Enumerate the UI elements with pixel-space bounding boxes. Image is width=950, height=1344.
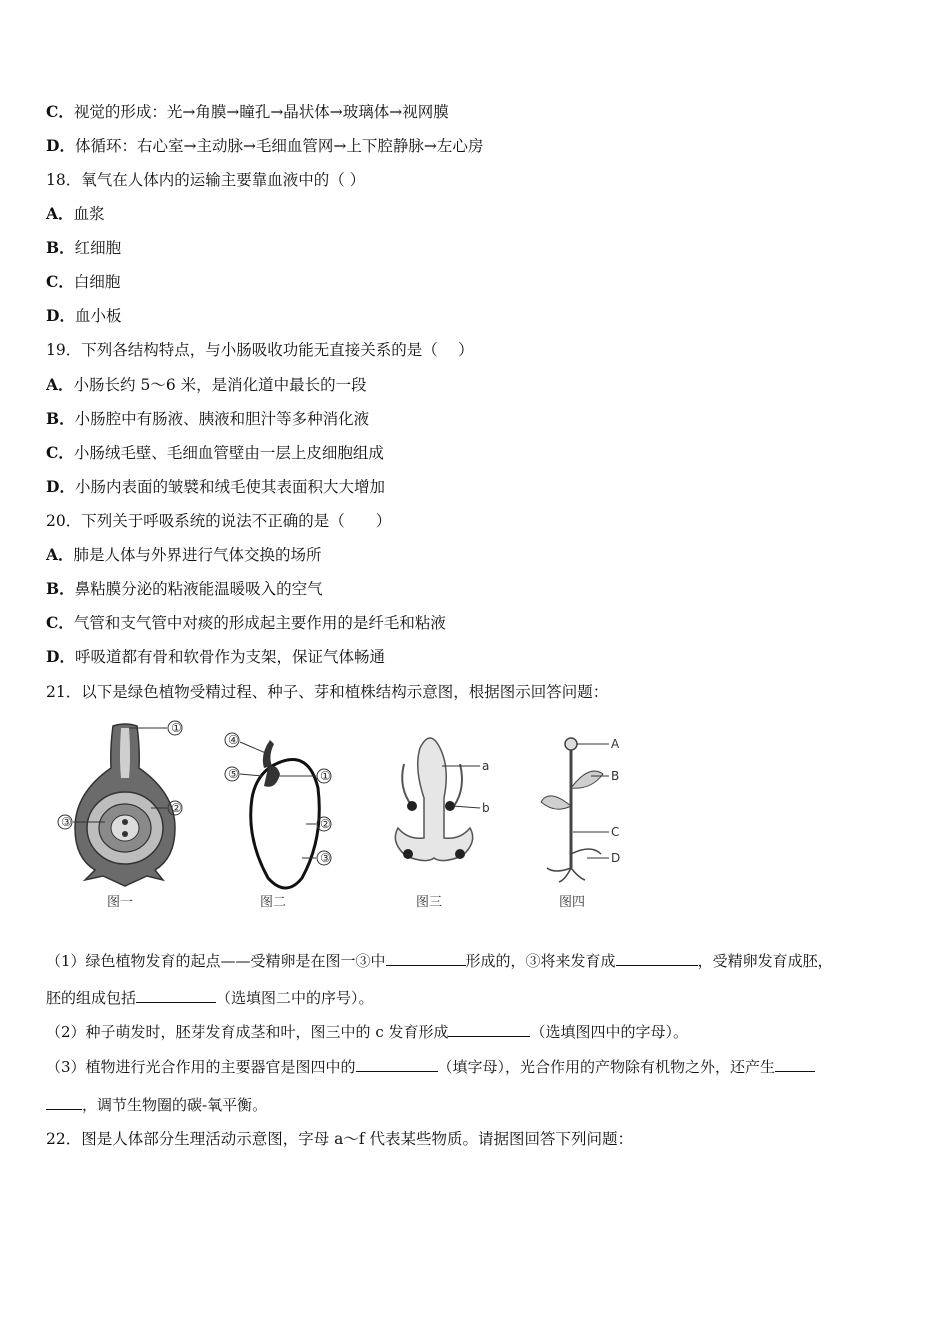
polar-nuclei (122, 831, 128, 837)
figure-mark: B (611, 769, 620, 783)
option-label: D． (46, 477, 75, 496)
text: （1）绿色植物发育的起点——受精卵是在图一③中 (46, 952, 386, 970)
leaf (571, 771, 603, 788)
figure-1-ovary (55, 718, 195, 918)
embryo-sac (111, 815, 139, 841)
option-label: C． (46, 443, 74, 462)
young-leaf (454, 764, 462, 806)
text: ，受精卵发育成胚， (697, 952, 833, 970)
terminal-bud (565, 738, 577, 750)
option-text: 红细胞 (74, 239, 122, 257)
text: （3）植物进行光合作用的主要器官是图四中的 (46, 1058, 356, 1076)
option-text: 血小板 (74, 307, 122, 325)
option-label: D． (46, 136, 75, 155)
q21-part-2 (46, 1022, 688, 1042)
q19-stem: 19．下列各结构特点，与小肠吸收功能无直接关系的是（ ） (46, 341, 474, 359)
q18-option-d (46, 306, 121, 326)
option-text: 视觉的形成：光→角膜→瞳孔→晶状体→玻璃体→视网膜 (73, 103, 449, 121)
answer-blank[interactable] (136, 988, 216, 1003)
option-text: 气管和支气管中对痰的形成起主要作用的是纤毛和粘液 (73, 614, 446, 632)
option-text: 呼吸道都有骨和软骨作为支架，保证气体畅通 (74, 648, 385, 666)
bud-primordium (403, 849, 413, 859)
answer-blank[interactable] (616, 951, 698, 966)
figure-mark: ② (320, 817, 331, 831)
q21-part-3-cont (46, 1095, 267, 1115)
option-label: B． (46, 409, 75, 428)
text: 胚的组成包括 (46, 989, 137, 1007)
option-label: C． (46, 613, 74, 632)
q18-option-b (46, 238, 121, 258)
text: ，调节生物圈的碳-氧平衡。 (82, 1096, 268, 1114)
leader-line (240, 774, 262, 776)
q18-stem: 18．氧气在人体内的运输主要靠血液中的（ ） (46, 171, 366, 189)
embryo-plumule (263, 740, 274, 768)
option-label: B． (46, 579, 75, 598)
option-label: C． (46, 272, 74, 291)
figure-mark: ② (171, 801, 182, 815)
figure-mark: ① (320, 769, 331, 783)
figure-mark: a (482, 759, 490, 773)
bud-primordium (407, 801, 417, 811)
figure-caption: 图一 (107, 895, 134, 910)
text: （填字母），光合作用的产物除有机物之外，还产生 (437, 1058, 776, 1076)
q21-part-1-cont (46, 988, 374, 1008)
option-text: 白细胞 (73, 273, 121, 291)
option-label: A． (46, 545, 74, 564)
option-text: 体循环：右心室→主动脉→毛细血管网→上下腔静脉→左心房 (74, 137, 484, 155)
figure-caption: 图二 (260, 895, 287, 910)
q21-part-1 (46, 951, 833, 971)
q18-option-c (46, 272, 120, 292)
figure-mark: A (611, 737, 620, 751)
figure-mark: b (482, 801, 490, 815)
option-text: 小肠长约 5～6 米，是消化道中最长的一段 (73, 376, 367, 394)
figure-mark: ⑤ (228, 767, 239, 781)
text: （2）种子萌发时，胚芽发育成茎和叶，图三中的 c 发育形成 (46, 1023, 449, 1041)
leaf (541, 796, 571, 809)
q17-option-c (46, 102, 449, 122)
leader-line (452, 806, 480, 808)
figure-mark: ③ (320, 851, 331, 865)
figure-mark: ③ (61, 815, 72, 829)
q20-option-b (46, 579, 323, 599)
bud-primordium (455, 849, 465, 859)
q21-part-3 (46, 1057, 815, 1077)
figure-mark: ① (171, 721, 182, 735)
answer-blank[interactable] (356, 1057, 438, 1072)
q22-stem: 22．图是人体部分生理活动示意图，字母 a～f 代表某些物质。请据图回答下列问题： (46, 1130, 634, 1148)
text: （选填图四中的字母）。 (530, 1023, 688, 1041)
option-label: A． (46, 375, 74, 394)
q19-option-a (46, 375, 367, 395)
answer-blank[interactable] (448, 1022, 530, 1037)
text: （选填图二中的序号）。 (216, 989, 374, 1007)
option-text: 小肠绒毛壁、毛细血管壁由一层上皮细胞组成 (73, 444, 384, 462)
option-label: B． (46, 238, 75, 257)
figure-3-bud (370, 718, 500, 918)
q19-option-c (46, 443, 384, 463)
q20-option-c (46, 613, 446, 633)
q18-option-a (46, 204, 105, 224)
option-text: 小肠内表面的皱襞和绒毛使其表面积大大增加 (74, 478, 385, 496)
branch (571, 849, 601, 854)
option-text: 肺是人体与外界进行气体交换的场所 (73, 546, 322, 564)
figure-caption: 图三 (416, 895, 443, 910)
figure-2-seed (220, 718, 350, 918)
option-text: 小肠腔中有肠液、胰液和胆汁等多种消化液 (74, 410, 370, 428)
leader-line (240, 742, 268, 754)
q20-stem: 20．下列关于呼吸系统的说法不正确的是（ ） (46, 512, 392, 530)
option-label: C． (46, 102, 74, 121)
option-label: A． (46, 204, 74, 223)
answer-blank[interactable] (386, 951, 466, 966)
option-text: 鼻粘膜分泌的粘液能温暖吸入的空气 (74, 580, 323, 598)
q20-option-a (46, 545, 322, 565)
q17-option-d (46, 136, 483, 156)
option-label: D． (46, 306, 75, 325)
figure-caption: 图四 (559, 895, 586, 910)
roots (547, 868, 585, 882)
q19-option-d (46, 477, 385, 497)
answer-blank[interactable] (775, 1057, 815, 1072)
q21-stem: 21．以下是绿色植物受精过程、种子、芽和植株结构示意图，根据图示回答问题： (46, 683, 609, 701)
pollen-tube (120, 728, 130, 778)
figure-mark: ④ (228, 733, 239, 747)
text: 形成的，③将来发育成 (465, 952, 616, 970)
q21-figures (55, 718, 645, 918)
option-label: D． (46, 647, 75, 666)
egg-cell (122, 819, 128, 825)
young-leaf (402, 764, 412, 806)
q20-option-d (46, 647, 385, 667)
q19-option-b (46, 409, 369, 429)
option-text: 血浆 (73, 205, 105, 223)
figure-4-plant (525, 718, 645, 918)
answer-blank[interactable] (46, 1095, 82, 1110)
figure-mark: D (611, 851, 621, 865)
figure-mark: C (611, 825, 620, 839)
